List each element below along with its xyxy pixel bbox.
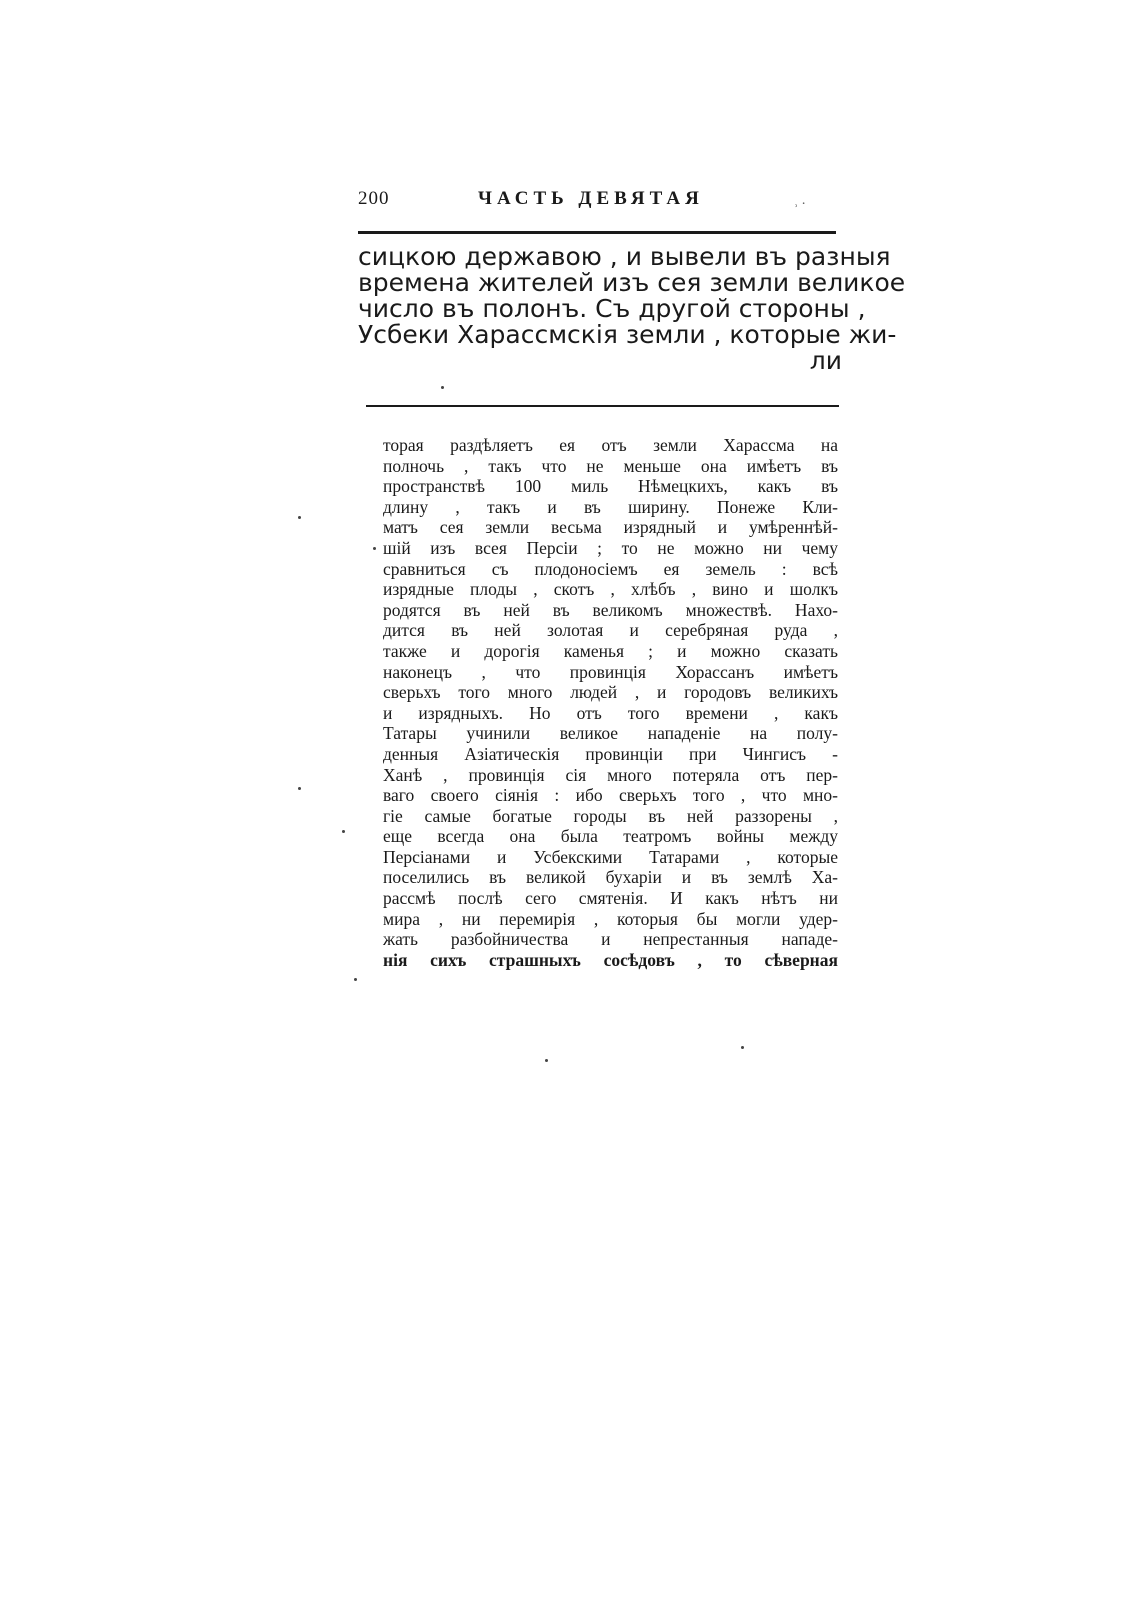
text-line: Татары учинили великое нападеніе на полу- — [383, 723, 838, 744]
ink-speck — [441, 386, 444, 389]
text-line: также и дорогія каменья ; и можно сказать — [383, 640, 838, 661]
header-mark: ⸒ . — [794, 193, 806, 208]
running-title: ЧАСТЬ ДЕВЯТАЯ — [478, 188, 704, 209]
text-line: матъ сея земли весьма изрядный и умѣреннѣй- — [383, 517, 838, 538]
ink-speck — [545, 1059, 548, 1062]
ink-speck — [373, 547, 376, 550]
upper-paragraph — [358, 242, 906, 375]
text-line: шій изъ всея Персіи ; то не можно ни чему — [383, 537, 838, 558]
ink-speck — [298, 516, 301, 519]
text-line: длину , такъ и въ ширину. Понеже Кли- — [383, 496, 838, 517]
text-line: сицкою державою , и вывели въ разныя — [358, 242, 891, 271]
text-line: сравниться съ плодоносіемъ ея земель : всѣ — [383, 558, 838, 579]
text-line: и изрядныхъ. Но отъ того времени , какъ — [383, 702, 838, 723]
text-line: мира , ни перемирія , которыя бы могли удер- — [383, 908, 838, 929]
lower-paragraph — [383, 435, 838, 970]
ink-speck — [741, 1046, 744, 1049]
text-line: рассмѣ послѣ сего смятенія. И какъ нѣтъ ни — [383, 888, 838, 909]
text-line: Ханѣ , провинція сія много потеряла отъ пер- — [383, 764, 838, 785]
text-line: полночь , такъ что не меньше она имѣетъ въ — [383, 455, 838, 476]
text-line: торая раздѣляетъ ея отъ земли Харассма на — [383, 435, 838, 455]
text-line: сверьхъ того много людей , и городовъ великихъ — [383, 682, 838, 703]
text-line: пространствѣ 100 миль Нѣмецкихъ, какъ въ — [383, 476, 838, 497]
text-line: число въ полонъ. Съ другой стороны , — [358, 294, 866, 323]
text-line: денныя Азіатическія провинціи при Чингисъ - — [383, 743, 838, 764]
text-line: гіе самые богатые городы въ ней раззорены , — [383, 805, 838, 826]
ink-speck — [354, 978, 357, 981]
section-rule — [366, 405, 839, 407]
text-line: родятся въ ней въ великомъ множествѣ. Нахо- — [383, 599, 838, 620]
text-line: жать разбойничества и непрестанныя нападе- — [383, 929, 838, 950]
text-line: нія сихъ страшныхъ сосѣдовъ , то сѣверная — [383, 949, 838, 970]
text-line: ваго своего сіянія : ибо сверьхъ того , что мно- — [383, 785, 838, 806]
text-line: Персіанами и Усбекскими Татарами , которые — [383, 846, 838, 867]
header-rule — [358, 231, 836, 234]
text-line: времена жителей изъ сея земли великое — [358, 268, 906, 297]
text-line: дится въ ней золотая и серебряная руда , — [383, 620, 838, 641]
page-number: 200 — [358, 188, 390, 209]
text-line: наконецъ , что провинція Хорассанъ имѣетъ — [383, 661, 838, 682]
ink-speck — [342, 830, 345, 833]
text-line: еще всегда она была театромъ войны между — [383, 826, 838, 847]
text-line: Усбеки Харассмскія земли , которые жи- — [358, 320, 897, 349]
page-header — [358, 188, 836, 216]
ink-speck — [298, 787, 301, 790]
text-line: поселились въ великой бухаріи и въ землѣ Ха- — [383, 867, 838, 888]
text-line: изрядные плоды , скотъ , хлѣбъ , вино и шолкъ — [383, 579, 838, 600]
text-line: ли — [809, 346, 842, 375]
